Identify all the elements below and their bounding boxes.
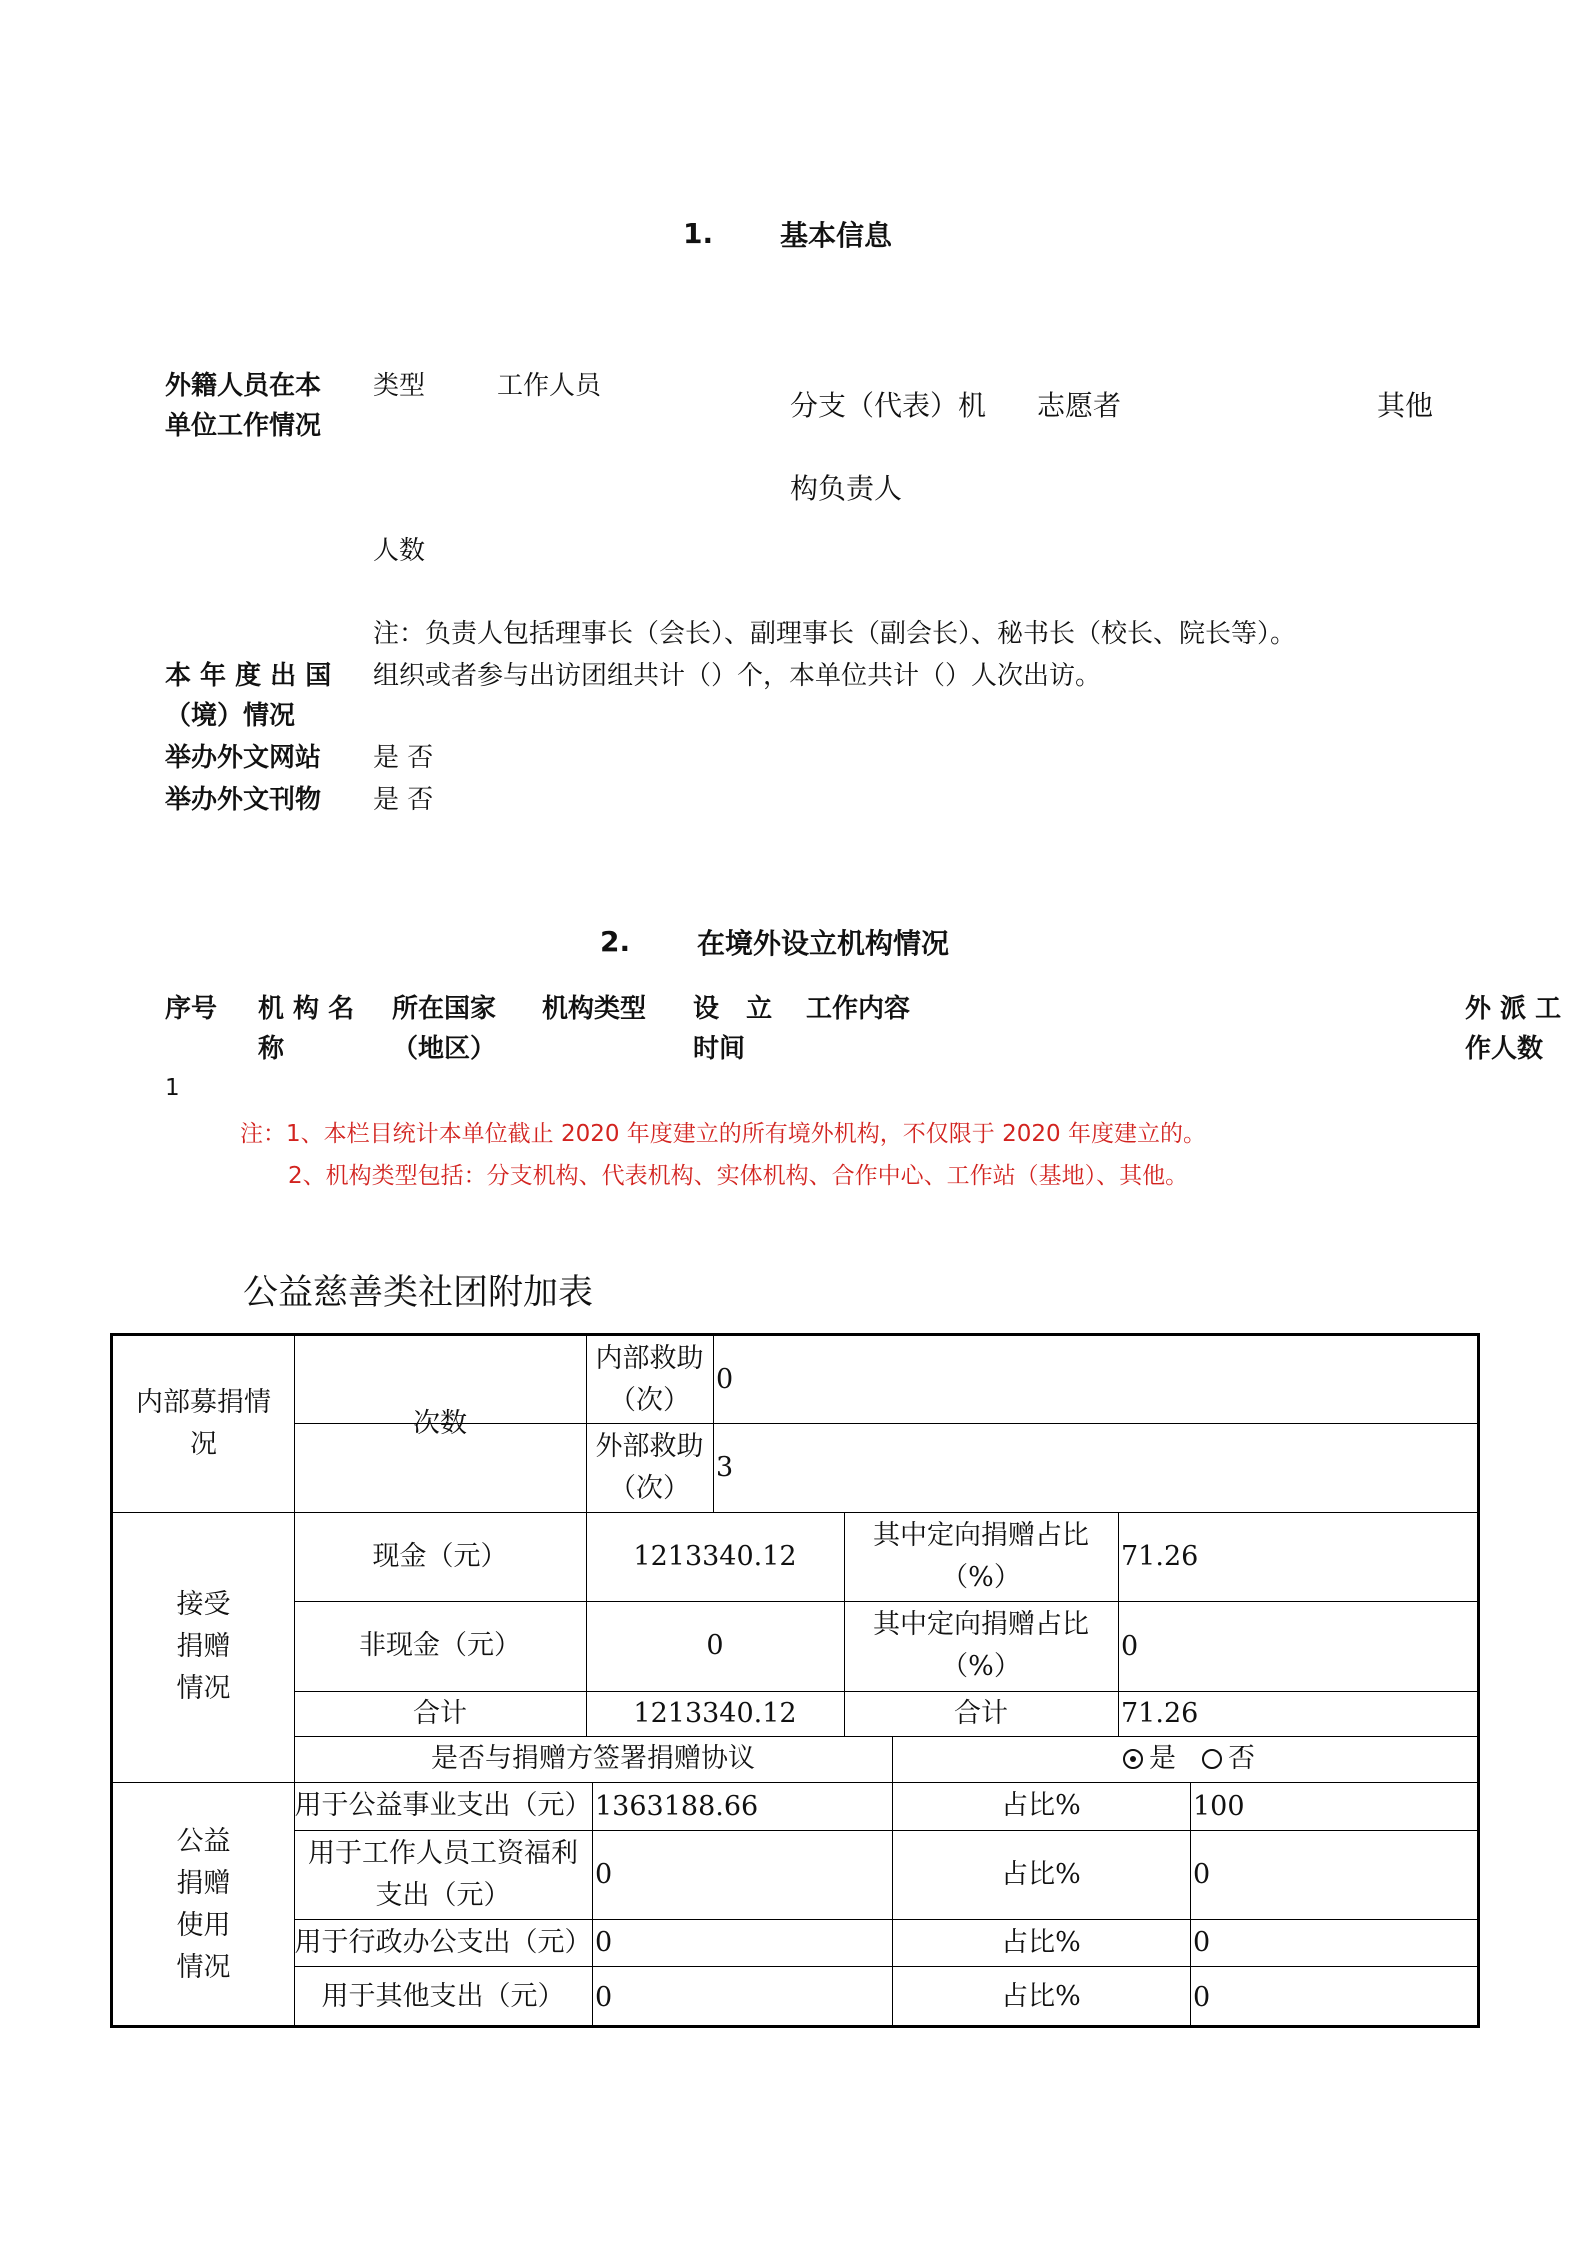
cash-ratio-label: 其中定向捐赠占比（%） bbox=[873, 1519, 1089, 1593]
noncash-ratio-value: 0 bbox=[1121, 1630, 1139, 1662]
total-label: 合计 bbox=[413, 1697, 467, 1729]
agreement-yes-label: 是 bbox=[1149, 1743, 1176, 1774]
usage-label: 公益捐赠使用情况 bbox=[176, 1826, 231, 1983]
usage-row-label: 用于行政办公支出（元） bbox=[294, 1926, 592, 1958]
section1-number: 1. bbox=[683, 217, 714, 250]
abroad-text: 组织或者参与出访团组共计（）个，本单位共计（）人次出访。 bbox=[373, 661, 1102, 691]
noncash-label: 非现金（元） bbox=[359, 1630, 521, 1661]
table-title: 公益慈善类社团附加表 bbox=[243, 1273, 594, 1313]
usage-row-ratio: 0 bbox=[1193, 1859, 1211, 1890]
usage-row-ratio-label: 占比% bbox=[1001, 1858, 1081, 1890]
internal-label: 内部募捐情况 bbox=[136, 1387, 271, 1460]
cash-ratio-value: 71.26 bbox=[1121, 1541, 1199, 1572]
col-seq: 序号 bbox=[165, 994, 218, 1024]
section2-number: 2. bbox=[600, 925, 631, 958]
total-ratio-label: 合计 bbox=[954, 1697, 1008, 1729]
agreement-label: 是否与捐赠方签署捐赠协议 bbox=[431, 1743, 755, 1774]
cash-value: 1213340.12 bbox=[633, 1540, 797, 1572]
inner-aid-value: 0 bbox=[716, 1364, 734, 1395]
col-other: 其他 bbox=[1377, 389, 1434, 422]
usage-row-value: 0 bbox=[595, 1927, 613, 1958]
col-country-line1: 所在国家 bbox=[392, 994, 497, 1024]
noncash-ratio-label: 其中定向捐赠占比（%） bbox=[873, 1609, 1089, 1682]
agreement-options bbox=[892, 1736, 1480, 1782]
col-branch-line2: 构负责人 bbox=[790, 472, 903, 505]
outer-aid-value: 3 bbox=[716, 1452, 734, 1483]
usage-row-ratio-label: 占比% bbox=[1001, 1926, 1081, 1958]
agreement-no-radio[interactable] bbox=[1202, 1749, 1222, 1769]
col-staff: 工作人员 bbox=[497, 371, 602, 401]
website-label: 举办外文网站 bbox=[165, 743, 322, 773]
type-label: 类型 bbox=[373, 371, 426, 401]
row1-seq: 1 bbox=[165, 1075, 180, 1101]
col-name-line1: 机 构 名 bbox=[258, 994, 355, 1024]
usage-row-ratio-label: 占比% bbox=[1001, 1981, 1081, 2012]
usage-row-label: 用于其他支出（元） bbox=[321, 1981, 565, 2012]
usage-row-ratio: 0 bbox=[1193, 1981, 1211, 2013]
usage-row-value: 0 bbox=[595, 1981, 613, 2013]
usage-row-ratio-label: 占比% bbox=[1001, 1790, 1081, 1821]
periodical-options: 是 否 bbox=[373, 785, 434, 815]
noncash-value: 0 bbox=[706, 1630, 724, 1661]
total-value: 1213340.12 bbox=[633, 1697, 797, 1729]
abroad-label-line1: 本 年 度 出 国 bbox=[165, 661, 332, 691]
inner-aid-label: 内部救助（次） bbox=[595, 1342, 704, 1416]
website-options: 是 否 bbox=[373, 743, 434, 773]
col-time-line1: 设 立 bbox=[693, 994, 773, 1024]
note-text: 注：负责人包括理事长（会长）、副理事长（副会长）、秘书长（校长、院长等）。 bbox=[373, 619, 1297, 649]
note2: 2、机构类型包括：分支机构、代表机构、实体机构、合作中心、工作站（基地）、其他。 bbox=[288, 1163, 1189, 1189]
note1: 注：1、本栏目统计本单位截止 2020 年度建立的所有境外机构，不仅限于 2020 年度建立的。 bbox=[240, 1121, 1206, 1147]
section2-title: 在境外设立机构情况 bbox=[697, 927, 950, 960]
col-type: 机构类型 bbox=[542, 994, 647, 1024]
col-name-line2: 称 bbox=[258, 1034, 285, 1064]
total-ratio-value: 71.26 bbox=[1121, 1698, 1199, 1729]
usage-row-value: 1363188.66 bbox=[595, 1790, 759, 1822]
usage-row-ratio: 0 bbox=[1193, 1927, 1211, 1958]
col-branch-line1: 分支（代表）机 bbox=[790, 389, 987, 422]
count-label: 人数 bbox=[373, 536, 426, 566]
donation-label: 接受捐赠情况 bbox=[176, 1589, 231, 1704]
col-time-line2: 时间 bbox=[693, 1034, 746, 1064]
usage-row-label: 用于工作人员工资福利支出（元） bbox=[308, 1837, 578, 1911]
foreign-staff-label-line1: 外籍人员在本 bbox=[165, 371, 322, 401]
usage-row-label: 用于公益事业支出（元） bbox=[294, 1790, 592, 1821]
abroad-label-line2: （境）情况 bbox=[165, 701, 296, 731]
col-volunteer: 志愿者 bbox=[1037, 389, 1122, 422]
col-staff-line2: 作人数 bbox=[1465, 1034, 1544, 1064]
col-country-line2: （地区） bbox=[392, 1034, 497, 1064]
charity-table bbox=[110, 1333, 1480, 2028]
usage-row-value: 0 bbox=[595, 1859, 613, 1890]
cash-label: 现金（元） bbox=[372, 1540, 508, 1572]
periodical-label: 举办外文刊物 bbox=[165, 785, 322, 815]
agreement-yes-radio[interactable] bbox=[1123, 1749, 1143, 1769]
usage-row-ratio: 100 bbox=[1193, 1790, 1245, 1822]
section1-title: 基本信息 bbox=[780, 219, 893, 252]
agreement-no-label: 否 bbox=[1228, 1743, 1255, 1774]
count-label: 次数 bbox=[413, 1408, 467, 1439]
outer-aid-label: 外部救助（次） bbox=[595, 1430, 704, 1504]
foreign-staff-label-line2: 单位工作情况 bbox=[165, 411, 322, 441]
col-content: 工作内容 bbox=[806, 994, 911, 1024]
col-staff-line1: 外 派 工 bbox=[1465, 994, 1562, 1024]
